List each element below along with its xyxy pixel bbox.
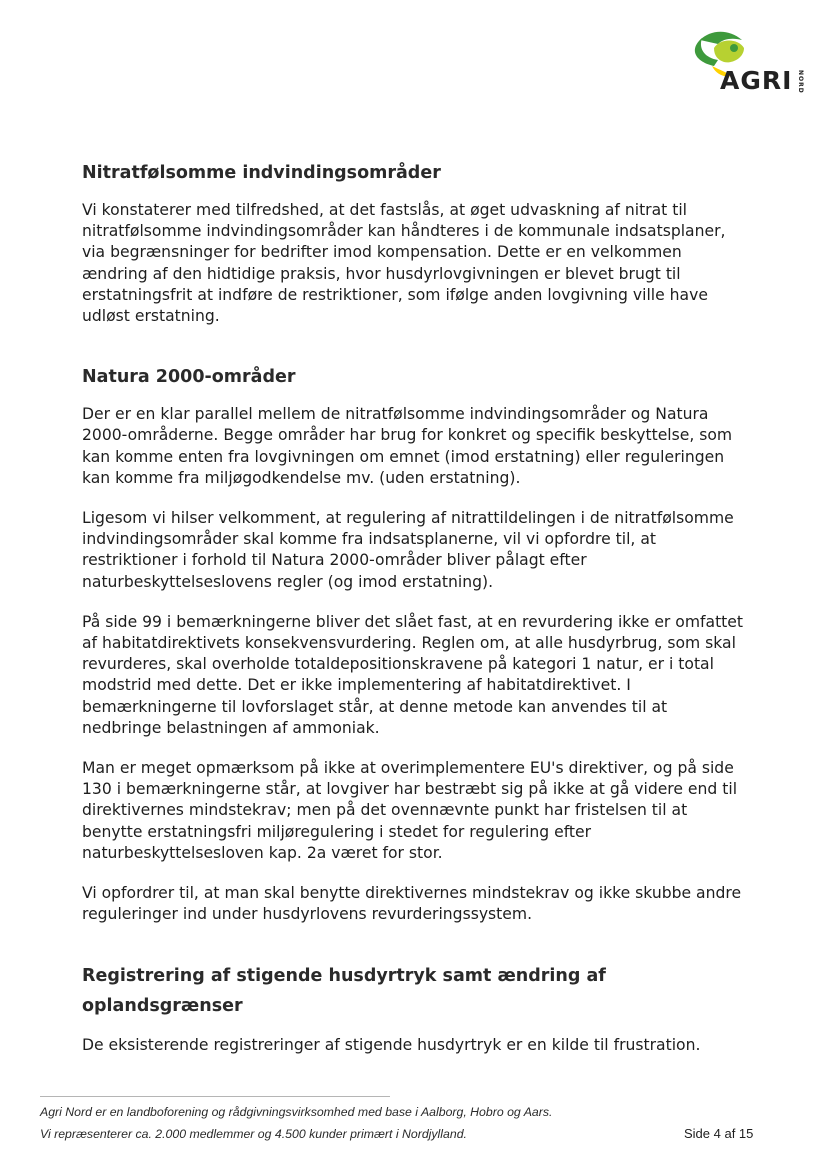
section-heading-natura: Natura 2000-områder <box>82 367 296 388</box>
page-number: Side 4 af 15 <box>684 1126 754 1141</box>
logo-text: AGRI <box>720 66 793 95</box>
footer-divider <box>40 1096 390 1097</box>
paragraph: Ligesom vi hilser velkomment, at regulering af nitrattildelingen i de nitratfølsomme indvindingsområder skal komme fra indsatsplanerne, vil vi opfordre til, at restriktioner i forhold til Natura 2000-områder bliver pålagt efter naturbeskyttelseslovens regler (og imod erstatning). <box>82 509 734 591</box>
paragraph: Vi konstaterer med tilfredshed, at det fastslås, at øget udvaskning af nitrat til nitratfølsomme indvindingsområder kan håndteres i de kommunale indsatsplaner, via begrænsninger for bedrifter imod kompensation. Dette er en velkommen ændring af den hidtidige praksis, hvor husdyrlovgivningen er blevet brugt til erstatningsfrit at indføre de restriktioner, som ifølge anden lovgivning ville have udløst erstatning. <box>82 201 726 326</box>
paragraph: De eksisterende registreringer af stigende husdyrtryk er en kilde til frustration. <box>82 1036 701 1055</box>
section-heading-nitrat: Nitratfølsomme indvindingsområder <box>82 163 441 183</box>
paragraph: På side 99 i bemærkningerne bliver det slået fast, at en revurdering ikke er omfattet af habitatdirektivets konsekvensvurdering. Reglen om, at alle husdyrbrug, som skal revurderes, skal overholde totaldepositionskravene på kategori 1 natur, er i total modstrid med dette. Det er ikke implementering af habitatdirektivet. I bemærkningerne til lovforslaget står, at denne metode kan anvendes til at nedbringe belastningen af ammoniak. <box>82 612 744 737</box>
agri-nord-logo <box>684 26 808 100</box>
paragraph: Man er meget opmærksom på ikke at overimplementere EU's direktiver, og på side 130 i bemærkningerne står, at lovgiver har bestræbt sig på ikke at gå videre end til direktivernes mindstekrav; men på det ovennævnte punkt har fristelsen til at benytte erstatningsfri miljøregulering i stedet for regulering efter naturbeskyttelsesloven kap. 2a været for stor. <box>82 759 738 862</box>
paragraph: Vi opfordrer til, at man skal benytte direktivernes mindstekrav og ikke skubbe andre reguleringer ind under husdyrlovens revurderingssystem. <box>82 884 742 924</box>
document-body <box>82 158 750 1057</box>
paragraph: Der er en klar parallel mellem de nitratfølsomme indvindingsområder og Natura 2000-områderne. Begge områder har brug for konkret og specifik beskyttelse, som kan komme enten fra lovgivningen om emnet (imod erstatning) eller reguleringen kan komme fra miljøgodkendelse mv. (uden erstatning). <box>82 405 733 487</box>
footer-line-1: Agri Nord er en landboforening og rådgivningsvirksomhed med base i Aalborg, Hobro og Aars. <box>40 1105 553 1119</box>
footer-line-2: Vi repræsenterer ca. 2.000 medlemmer og 4.500 kunder primært i Nordjylland. <box>40 1127 467 1141</box>
section-heading-registrering: Registrering af stigende husdyrtryk samt ændring af oplandsgrænser <box>82 966 606 1017</box>
logo-subtext: NORD <box>797 70 804 94</box>
